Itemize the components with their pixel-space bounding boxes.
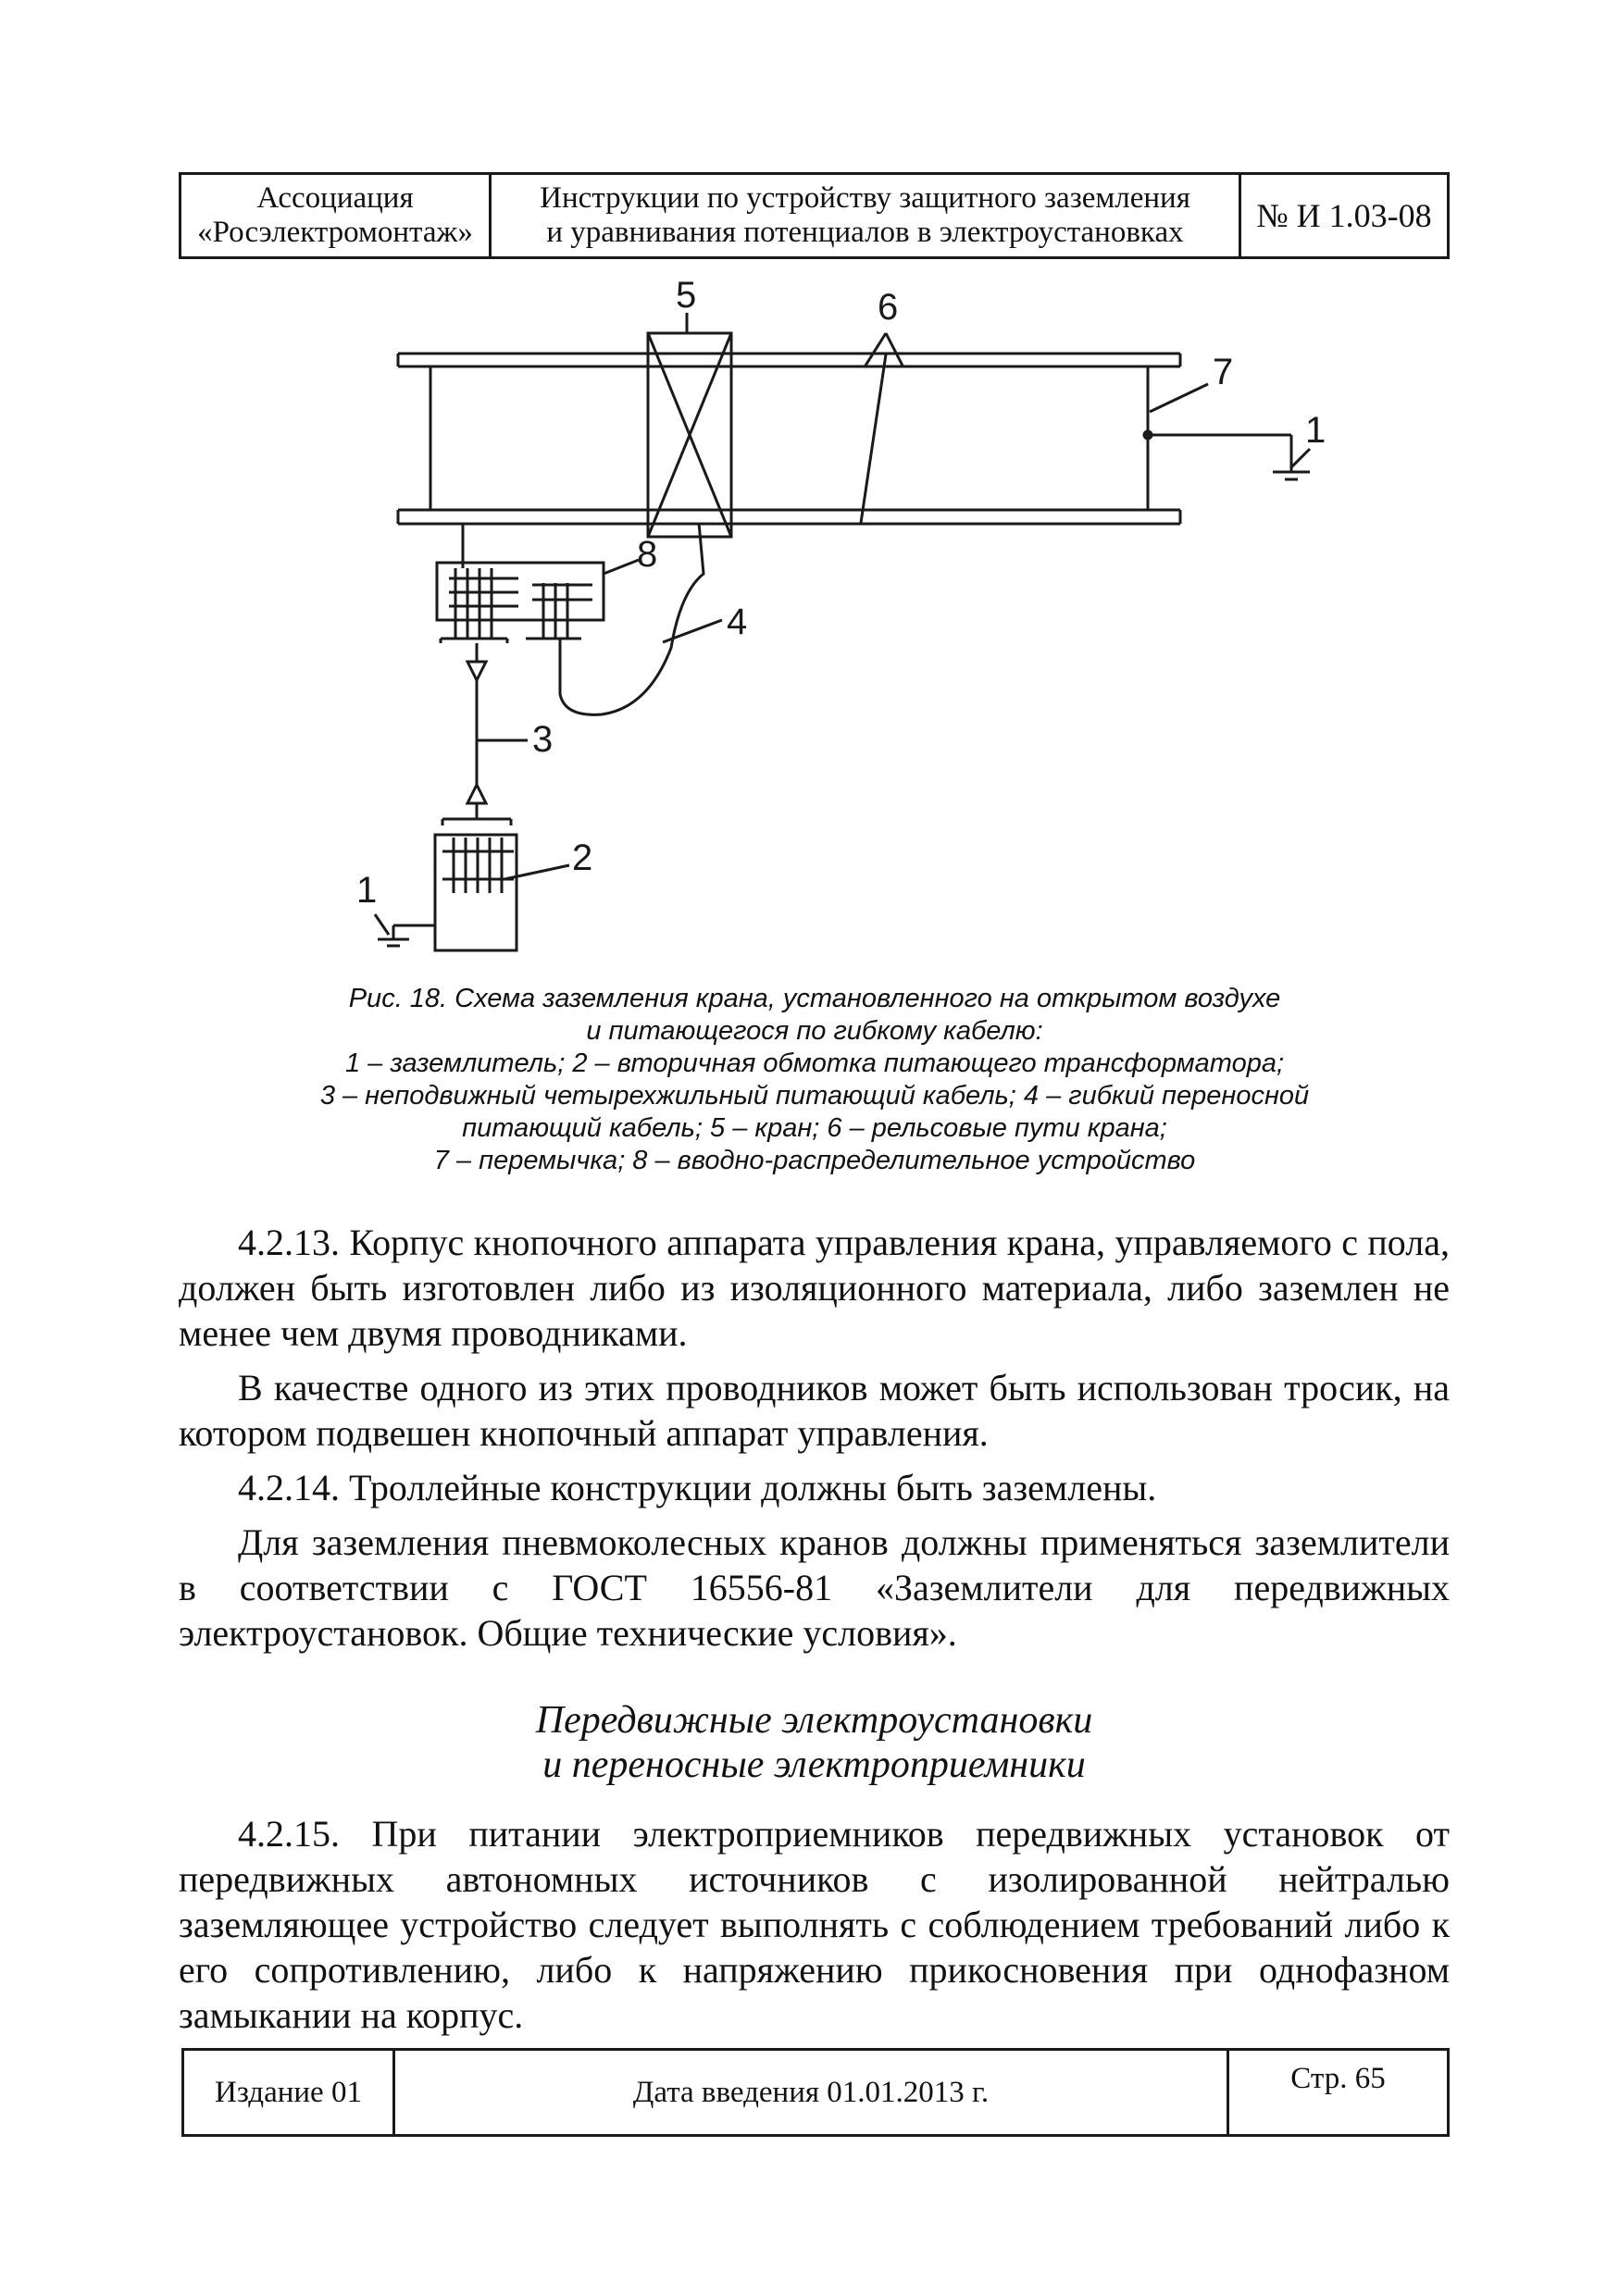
label-1-left: 1 xyxy=(356,870,378,911)
leader-6b xyxy=(886,333,903,366)
title-line-1: Инструкции по устройству защитного заземления xyxy=(540,181,1190,215)
crane-grounding-diagram xyxy=(0,0,1619,981)
footer-page-number: Стр. 65 xyxy=(1290,2062,1386,2095)
caption-line: 3 – неподвижный четырехжильный питающий кабель; 4 – гибкий переносной xyxy=(319,1081,1310,1111)
label-2: 2 xyxy=(572,838,593,878)
caption-line: 7 – перемычка; 8 – вводно-распределительное устройство xyxy=(433,1146,1196,1175)
label-6: 6 xyxy=(878,287,899,328)
label-8: 8 xyxy=(637,534,658,575)
paragraph-4-2-14: 4.2.14. Троллейные конструкции должны быть заземлены. xyxy=(238,1467,1157,1508)
leader-4 xyxy=(663,620,722,642)
label-5: 5 xyxy=(676,275,697,316)
label-7: 7 xyxy=(1213,352,1234,392)
label-3: 3 xyxy=(532,719,554,760)
section-heading xyxy=(179,1698,1450,1787)
title-line-2: и уравнивания потенциалов в электроустановках xyxy=(546,216,1184,249)
leader-7 xyxy=(1150,384,1208,412)
label-4: 4 xyxy=(727,602,748,642)
ground-right xyxy=(1148,435,1310,479)
paragraph-pneumatic-cranes: Для заземления пневмоколесных кранов должны применяться заземлители в соответствии с ГОСТ 16556-81 «Заземлители для передвижных электроустановок. Общие технические условия». xyxy=(179,1521,1450,1654)
heading-line-2: и переносные электроприемники xyxy=(542,1744,1086,1786)
rail-path-mark xyxy=(861,354,886,523)
ground-node xyxy=(1144,431,1152,439)
doc-number: № И 1.03-08 xyxy=(1256,197,1432,234)
figure-caption xyxy=(185,983,1444,1177)
paragraph-4-2-13: 4.2.13. Корпус кнопочного аппарата управления крана, управляемого с пола, должен быть изготовлен либо из изоляционного материала, либо заземлен не менее чем двумя проводниками. xyxy=(179,1222,1450,1354)
transformer-secondary-winding xyxy=(435,819,517,950)
rail-bottom xyxy=(398,510,1180,524)
org-line-1: Ассоциация xyxy=(256,181,414,215)
heading-line-1: Передвижные электроустановки xyxy=(535,1699,1093,1742)
paragraph-4-2-15: 4.2.15. При питании электроприемников передвижных установок от передвижных автономных источников с изолированной нейтралью заземляющее устройство следует выполнять с соблюдением требований либо к его сопротивлению, либо к напряжению прикосновения при однофазном замыкании на корпус. xyxy=(179,1813,1450,2036)
ground-left xyxy=(375,914,435,946)
caption-line: питающий кабель; 5 – кран; 6 – рельсовые пути крана; xyxy=(462,1113,1167,1143)
caption-line: Рис. 18. Схема заземления крана, установленного на открытом воздухе xyxy=(348,984,1281,1013)
leader-2 xyxy=(504,865,569,879)
label-1-right: 1 xyxy=(1305,410,1326,451)
rail-top xyxy=(398,354,1180,366)
org-line-2: «Росэлектромонтаж» xyxy=(197,216,473,249)
caption-line: и питающегося по гибкому кабелю: xyxy=(586,1016,1043,1046)
footer-date: Дата введения 01.01.2013 г. xyxy=(395,2051,1229,2134)
leader-6a xyxy=(866,333,886,366)
stationary-cable-3 xyxy=(467,643,486,819)
body-text xyxy=(179,1220,1450,2047)
paragraph-conductor-note: В качестве одного из этих проводников может быть использован тросик, на котором подвешен кнопочный аппарат управления. xyxy=(179,1367,1450,1454)
footer-table xyxy=(181,2048,1450,2137)
leader-8 xyxy=(604,560,639,574)
footer-edition: Издание 01 xyxy=(184,2051,395,2134)
crane-box xyxy=(648,333,731,537)
caption-line: 1 – заземлитель; 2 – вторичная обмотка питающего трансформатора; xyxy=(344,1049,1285,1078)
distribution-device xyxy=(437,563,604,643)
